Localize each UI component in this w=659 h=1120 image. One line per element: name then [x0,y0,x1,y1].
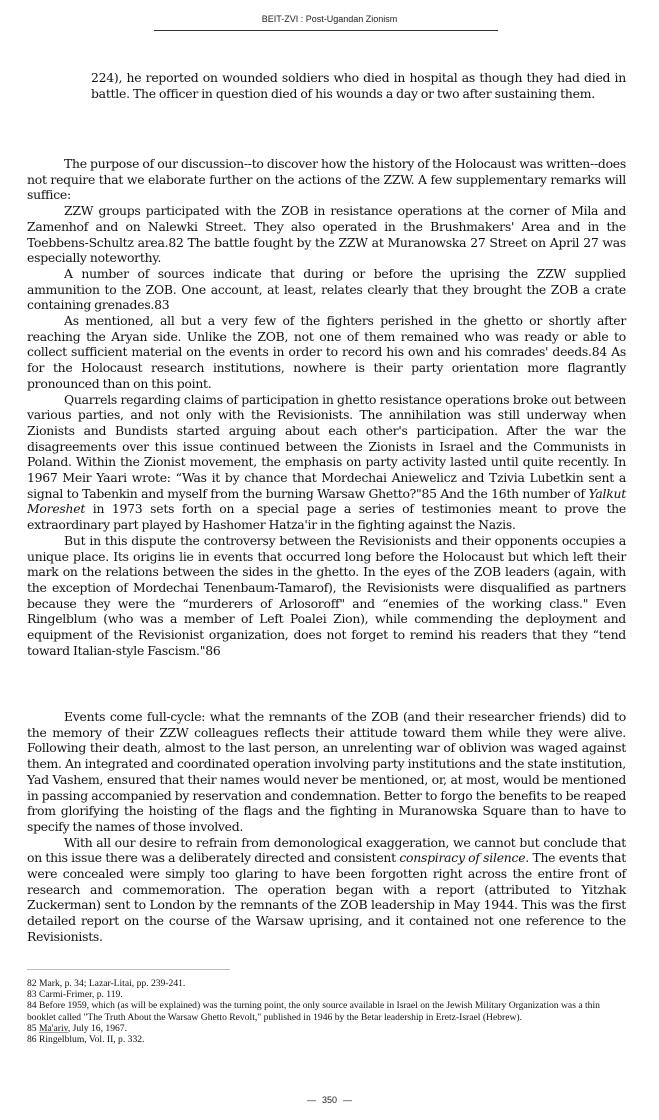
footnote-separator [27,969,230,970]
footnote-84: 84 Before 1959, which (as will be explained) was the turning point, the only source available in Israel on the Jewish Military Organization was a thin booklet called "The Truth About the Warsaw Ghetto Revolt," published in 1946 by the Betar leadership in Eretz-Israel (Hebrew). [27,1000,600,1023]
footnote-83: 83 Carmi-Frimer, p. 119. [27,989,123,1001]
block-quote-paragraph: 224), he reported on wounded soldiers who died in hospital as though they had died in battle. The officer in question died of his wounds a day or two after sustaining them. [91,70,626,101]
section-1 [27,156,626,659]
paragraph [27,835,626,945]
dash-right: — [343,1095,353,1105]
paragraph: As mentioned, all but a very few of the fighters perished in the ghetto or shortly after reaching the Aryan side. Unlike the ZOB, not one of them remained who was ready or able to collect sufficient material on the events in order to record his own and his comrades' deeds.84 As for the Holocaust research institutions, nowhere is their party orientation more flagrantly pronounced than on this point. [27,313,626,391]
footnote-number: 85 [27,1022,39,1034]
footnote-text: , July 16, 1967. [67,1022,127,1034]
block-quote [91,70,626,101]
dash-left: — [306,1095,316,1105]
page-footer [0,1095,659,1105]
footnote-86: 86 Ringelblum, Vol. II, p. 332. [27,1034,145,1046]
paragraph-text: With all our desire to refrain from demonological exaggeration, we cannot but conclude that on this issue there was a deliberately directed and consistent [27,834,626,866]
paragraph-text: . The events that were concealed were simply too glaring to have been forgotten right across the entire front of research and commemoration. The operation began with a report (attributed to Yitzhak Zuckerman) sent to London by the remnants of the ZOB leadership in May 1944. This was the first detailed report on the course of the Warsaw uprising, and it contained not one reference to the Revisionists. [27,850,626,944]
paragraph: A number of sources indicate that during or before the uprising the ZZW supplied ammunition to the ZOB. One account, at least, relates clearly that they brought the ZOB a crate containing grenades.83 [27,265,626,313]
paragraph-text: Quarrels regarding claims of participation in ghetto resistance operations broke out between various parties, and not only with the Revisionists. The annihilation was still underway when Zionists and Bundists started arguing about each other's participation. After the war the disagreements over this issue continued between the Zionists in Israel and the Communists in Poland. Within the Zionist movement, the emphasis on party activity lasted until quite recently. In 1967 Meir Yaari wrote: “Was it by chance that Mordechai Aniewelicz and Tzivia Lubetkin sent a signal to Tabenkin and myself from the burning Warsaw Ghetto?"85 And the 16th number of [27,391,626,501]
paragraph-text: in 1973 sets forth on a special page a series of testimonies meant to prove the extraordinary part played by Hashomer Hatza'ir in the fighting against the Nazis. [27,501,626,533]
page-number: 350 [321,1095,338,1105]
paragraph: But in this dispute the controversy between the Revisionists and their opponents occupies a unique place. Its origins lie in events that occurred long before the Holocaust but which left their mark on the relations between the sides in the ghetto. In the eyes of the ZOB leaders (again, with the exception of Mordechai Tenenbaum-Tamarof), the Revisionists were disqualified as partners because they were the “murderers of Arlosoroff" and “enemies of the working class." Even Ringelblum (who was a member of Left Poalei Zion), while commending the deployment and equipment of the Revisionist organization, does not forget to remind his readers that they “tend toward Italian-style Fascism."86 [27,532,626,658]
italic-emphasis: conspiracy of silence [399,850,526,866]
footnote-source-link: Ma'ariv [39,1022,68,1034]
footnote-85 [27,1023,627,1034]
paragraph [27,392,626,533]
footnotes [27,978,627,1045]
section-2 [27,709,626,945]
paragraph: Events come full-cycle: what the remnants of the ZOB (and their researcher friends) did to the memory of their ZZW colleagues reflects their attitude toward them while they were alive. Following their death, almost to the last person, an unrelenting war of oblivion was waged against them. An integrated and coordinated operation involving party institutions and the state institution, Yad Vashem, ensured that their names would never be mentioned, or, at most, would be mentioned in passing accompanied by reservation and condemnation. Better to forgo the benefits to be reaped from glorifying the hoisting of the flags and the fighting in Muranowska Square than to have to specify the names of those involved. [27,709,626,834]
header-rule [154,30,498,31]
footnote-82: 82 Mark, p. 34; Lazar-Litai, pp. 239-241. [27,978,186,989]
paragraph: The purpose of our discussion--to discover how the history of the Holocaust was written--does not require that we elaborate further on the actions of the ZZW. A few supplementary remarks will suffice: [27,156,626,203]
running-header: BEIT-ZVI : Post-Ugandan Zionism [261,14,398,24]
paragraph: ZZW groups participated with the ZOB in resistance operations at the corner of Mila and Zamenhof and on Nalewki Street. They also operated in the Brushmakers' Area and in the Toebbens-Schultz area.82 The battle fought by the ZZW at Muranowska 27 Street on April 27 was especially noteworthy. [27,203,626,266]
italic-title: Yalkut Moreshet [27,485,626,517]
